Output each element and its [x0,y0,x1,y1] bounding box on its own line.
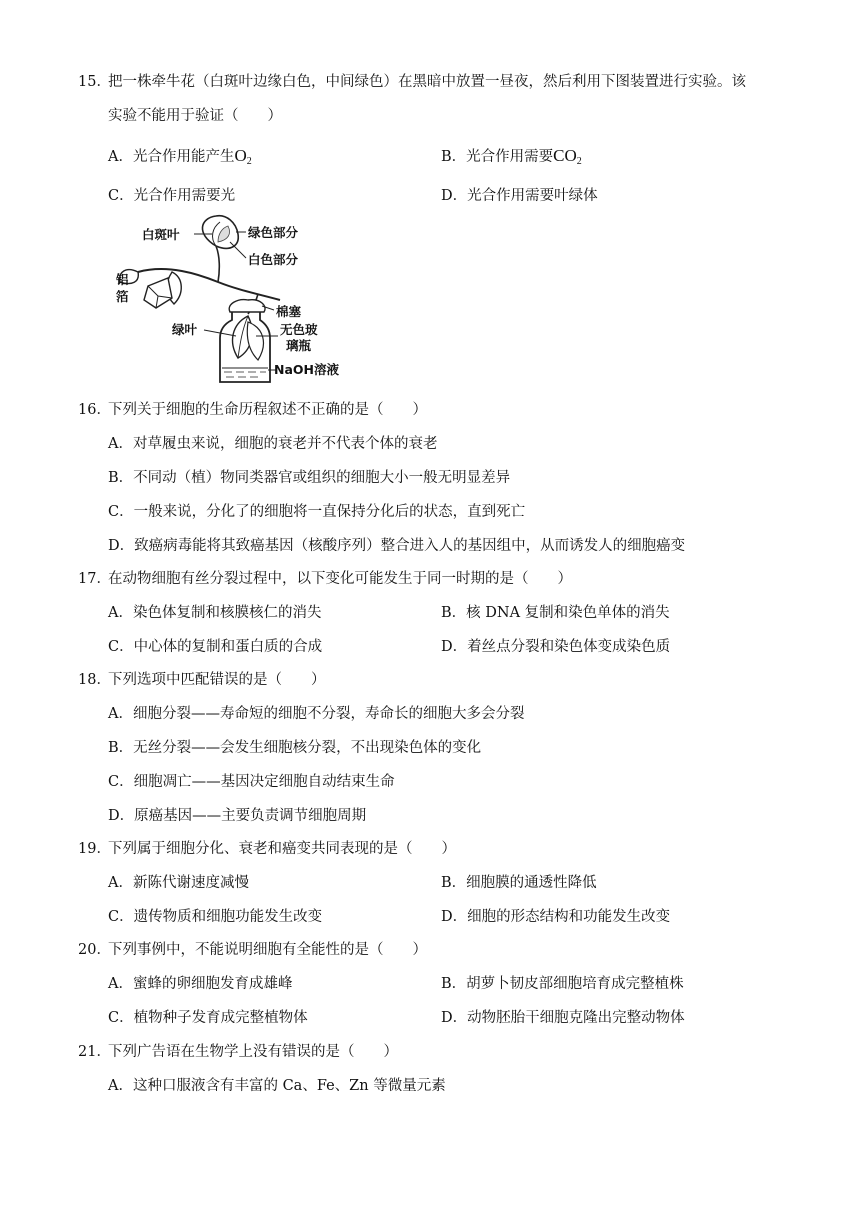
question-19-stem: 下列属于细胞分化、衰老和癌变共同表现的是（ ） [108,841,456,857]
question-17-number: 17． [78,571,111,587]
o2-subscript: 2 [246,156,252,167]
q18-option-a[interactable]: A．细胞分裂——寿命短的细胞不分裂，寿命长的细胞大多会分裂 [108,706,525,722]
cotton-plug-icon [229,300,265,312]
q15-option-a[interactable] [108,146,252,172]
question-21-stem: 下列广告语在生物学上没有错误的是（ ） [108,1044,398,1060]
label-foil-1: 铝 [116,272,129,287]
label-white-spot-leaf: 白斑叶 [142,227,180,242]
question-16-number: 16． [78,402,111,418]
q20-option-a[interactable]: A．蜜蜂的卵细胞发育成雄峰 [108,976,293,992]
question-15-stem-line1: 把一株牵牛花（白斑叶边缘白色，中间绿色）在黑暗中放置一昼夜，然后利用下图装置进行实验。该 [108,74,746,90]
q15-option-b[interactable] [441,146,582,172]
label-cotton-plug: 棉塞 [276,304,302,319]
q18-option-d[interactable]: D．原癌基因——主要负责调节细胞周期 [108,808,367,824]
q19-option-b[interactable]: B．细胞膜的通透性降低 [441,875,597,891]
q16-option-d[interactable]: D．致癌病毒能将其致癌基因（核酸序列）整合进入人的基因组中，从而诱发人的细胞癌变 [108,538,686,554]
naoh-solution-icon [224,372,266,377]
question-20-stem: 下列事例中，不能说明细胞有全能性的是（ ） [108,942,427,958]
q18-option-c[interactable]: C．细胞凋亡——基因决定细胞自动结束生命 [108,774,395,790]
q16-option-a[interactable]: A．对草履虫来说，细胞的衰老并不代表个体的衰老 [108,436,438,452]
q17-option-d[interactable]: D．着丝点分裂和染色体变成染色质 [441,639,671,655]
question-18-stem: 下列选项中匹配错误的是（ ） [108,672,326,688]
question-16-stem: 下列关于细胞的生命历程叙述不正确的是（ ） [108,402,427,418]
q19-option-a[interactable]: A．新陈代谢速度减慢 [108,875,249,891]
q17-option-a[interactable]: A．染色体复制和核膜核仁的消失 [108,605,322,621]
q21-option-a[interactable]: A．这种口服液含有丰富的 Ca、Fe、Zn 等微量元素 [108,1078,446,1094]
q18-option-b[interactable]: B．无丝分裂——会发生细胞核分裂，不出现染色体的变化 [108,740,482,756]
q19-option-c[interactable]: C．遗传物质和细胞功能发生改变 [108,909,323,925]
q19-option-d[interactable]: D．细胞的形态结构和功能发生改变 [441,909,671,925]
q16-option-b[interactable]: B．不同动（植）物同类器官或组织的细胞大小一般无明显差异 [108,470,511,486]
q17-option-c[interactable]: C．中心体的复制和蛋白质的合成 [108,639,323,655]
co2-subscript: 2 [576,156,582,167]
label-foil-2: 箔 [116,289,129,304]
q15-option-b-formula [553,146,582,165]
q20-option-d[interactable]: D．动物胚胎干细胞克隆出完整动物体 [441,1010,685,1026]
q15-option-b-text: B．光合作用需要 [441,149,554,165]
q15-option-a-formula [234,146,251,165]
question-15-stem-line2: 实验不能用于验证（ ） [108,108,282,124]
q20-option-c[interactable]: C．植物种子发育成完整植物体 [108,1010,308,1026]
label-bottle-2: 璃瓶 [286,338,312,353]
question-18-number: 18． [78,672,111,688]
label-green-leaf: 绿叶 [172,322,198,337]
question-17-stem: 在动物细胞有丝分裂过程中，以下变化可能发生于同一时期的是（ ） [108,571,572,587]
q15-option-c[interactable]: C．光合作用需要光 [108,188,236,204]
o2-symbol: O [234,146,247,165]
label-green-part: 绿色部分 [248,225,299,240]
experiment-figure [108,212,348,388]
question-19-number: 19． [78,841,111,857]
q16-option-c[interactable]: C．一般来说，分化了的细胞将一直保持分化后的状态，直到死亡 [108,504,526,520]
label-naoh: NaOH溶液 [274,362,339,377]
co2-symbol: CO [553,146,577,165]
aluminium-foil-icon [144,278,172,308]
q15-option-d[interactable]: D．光合作用需要叶绿体 [441,188,598,204]
q17-option-b[interactable]: B．核 DNA 复制和染色单体的消失 [441,605,670,621]
label-bottle-1: 无色玻 [280,322,318,337]
plant-stem-upper [216,246,219,282]
q15-option-a-text: A．光合作用能产生 [108,149,235,165]
question-20-number: 20． [78,942,111,958]
question-21-number: 21． [78,1044,111,1060]
q20-option-b[interactable]: B．胡萝卜韧皮部细胞培育成完整植株 [441,976,684,992]
label-white-part: 白色部分 [248,252,299,267]
question-15-number: 15． [78,74,111,90]
